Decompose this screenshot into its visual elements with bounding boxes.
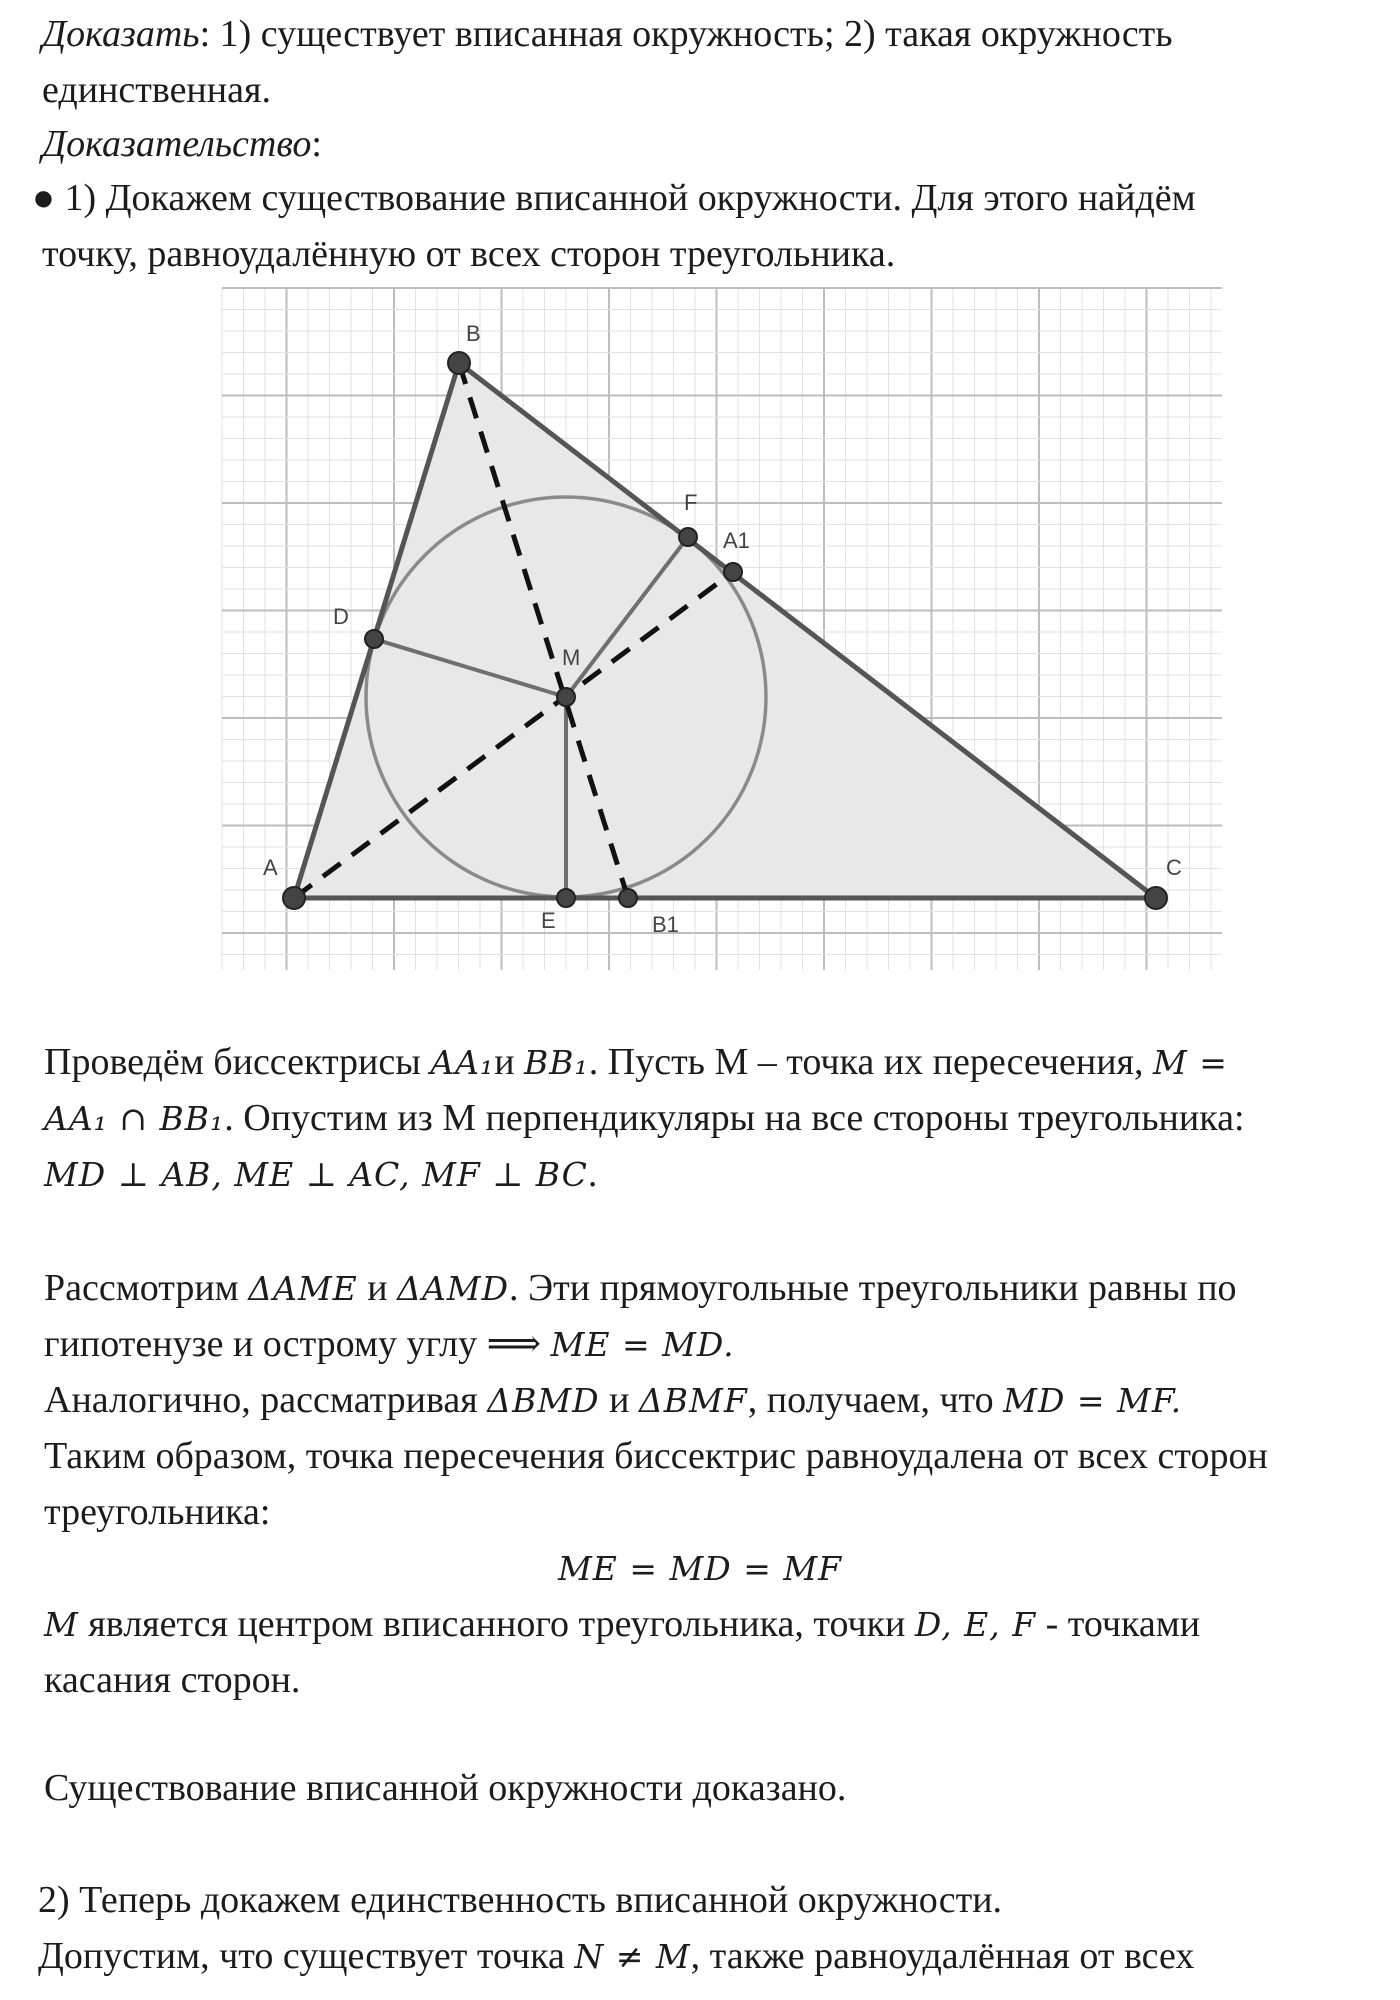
point-b1	[619, 889, 637, 907]
p2-math-me-md: ME = MD.	[550, 1325, 735, 1364]
label-a: A	[263, 855, 278, 880]
p1-text-c: . Пусть М – точка их пересечения,	[588, 1041, 1154, 1083]
label-m: M	[562, 645, 581, 670]
p2-text-d: гипотенузе и острому углу ⟹	[44, 1323, 551, 1365]
p4-line-1: Таким образом, точка пересечения биссектрис равноудалена от всех сторон	[44, 1435, 1268, 1477]
p1-line-1	[44, 1038, 1228, 1087]
p2-text-a: Рассмотрим	[44, 1267, 249, 1309]
point-a	[283, 887, 305, 909]
part2-line-2	[38, 1932, 1194, 1981]
p3-text-a: Аналогично, рассматривая	[44, 1379, 488, 1421]
prove-line-2: единственная.	[42, 69, 271, 111]
label-c: C	[1166, 855, 1182, 880]
p5-line-1	[44, 1600, 1200, 1649]
prove-text: : 1) существует вписанная окружность; 2) такая окружность	[199, 13, 1173, 55]
point-e	[557, 889, 575, 907]
p2-line-1	[44, 1264, 1237, 1313]
prove-label: Доказать	[42, 13, 200, 55]
p2-text-c: . Эти прямоугольные треугольники равны по	[509, 1267, 1237, 1309]
p3-math-bmf: ΔBMF	[638, 1381, 748, 1420]
p5-text-a: является центром вписанного треугольника, точки	[78, 1603, 915, 1645]
step1-line-2: точку, равноудалённую от всех сторон треугольника.	[42, 233, 896, 275]
part2-math-n-ne-m: N ≠ M	[574, 1937, 691, 1976]
p1-math-bb1: BB₁	[524, 1043, 589, 1082]
label-d: D	[333, 604, 349, 629]
p3-math-bmd: ΔBMD	[487, 1381, 600, 1420]
label-f: F	[684, 490, 698, 515]
p1-line-3	[44, 1150, 597, 1199]
p1-text-a: Проведём биссектрисы	[44, 1041, 431, 1083]
point-a1	[724, 563, 742, 581]
point-d	[365, 630, 383, 648]
p5-line-2: касания сторон.	[44, 1659, 301, 1701]
p2-line-2	[44, 1320, 735, 1369]
p1-math-m: M =	[1153, 1043, 1228, 1082]
label-a1: A1	[723, 528, 750, 553]
proof-colon: :	[311, 123, 322, 165]
conclusion-line: Существование вписанной окружности доказано.	[44, 1767, 847, 1809]
p1-text-end: .	[587, 1153, 598, 1195]
p3-text-b: и	[599, 1379, 639, 1421]
point-f	[679, 528, 697, 546]
p1-text-b: и	[494, 1041, 525, 1083]
p2-math-ame: ΔAME	[248, 1269, 358, 1308]
label-e: E	[541, 908, 556, 933]
step1-line-1: ● 1) Докажем существование вписанной окружности. Для этого найдём	[32, 177, 1196, 219]
part2-text-b: , также равноудалённая от всех	[690, 1935, 1195, 1977]
label-b1: B1	[652, 912, 679, 937]
part2-line-1: 2) Теперь докажем единственность вписанной окружности.	[38, 1879, 1003, 1921]
p1-text-d: . Опустим из М перпендикуляры на все стороны треугольника:	[224, 1097, 1245, 1139]
part2-text-a: Допустим, что существует точка	[38, 1935, 575, 1977]
p2-text-b: и	[357, 1267, 398, 1309]
centered-formula	[0, 1544, 1400, 1593]
point-m	[557, 688, 575, 706]
proof-label: Доказательство	[42, 123, 312, 165]
p1-math-intersection: AA₁ ∩ BB₁	[44, 1099, 225, 1138]
p3-math-md-mf: MD = MF.	[1003, 1381, 1183, 1420]
point-b	[448, 352, 470, 374]
p5-text-b: - точками	[1036, 1603, 1201, 1645]
p3-text-c: , получаем, что	[747, 1379, 1004, 1421]
p1-math-aa1: AA₁	[430, 1043, 495, 1082]
p5-math-def: D, E, F	[914, 1605, 1037, 1644]
p1-math-perpendiculars: MD ⊥ AB, ME ⊥ AC, MF ⊥ BC	[44, 1155, 588, 1194]
p3-line-1	[44, 1376, 1182, 1425]
point-c	[1145, 887, 1167, 909]
label-b: B	[466, 321, 481, 346]
p5-math-m: M	[44, 1605, 79, 1644]
formula-me-md-mf: ME = MD = MF	[557, 1549, 843, 1588]
p1-line-2	[44, 1094, 1245, 1143]
p2-math-amd: ΔAMD	[397, 1269, 510, 1308]
p4-line-2: треугольника:	[44, 1491, 271, 1533]
